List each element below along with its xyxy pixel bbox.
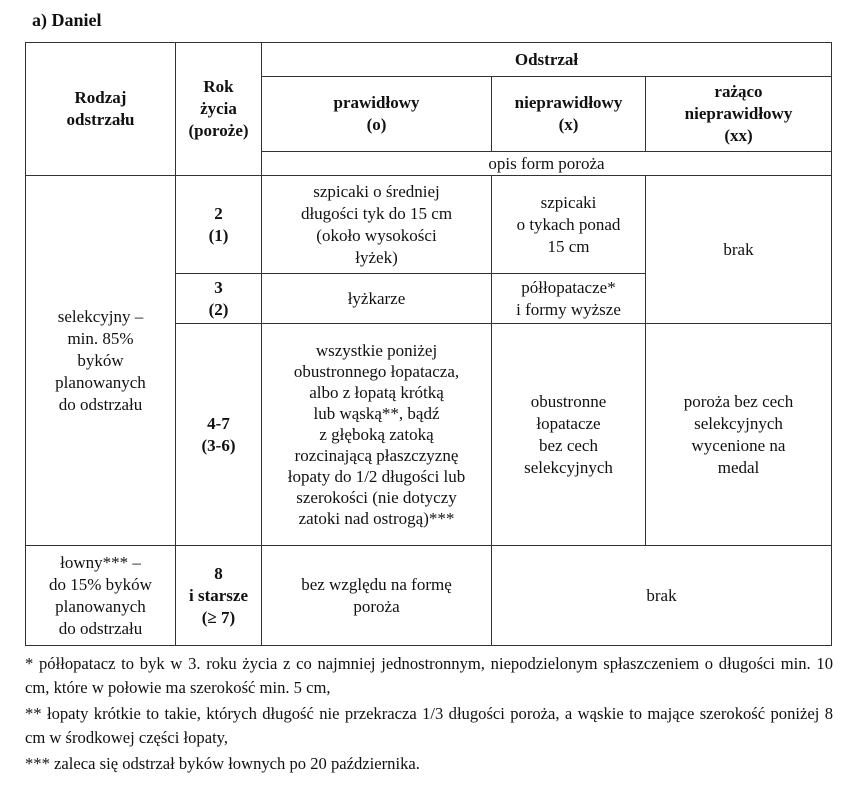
rok-3: 3 (2) (176, 274, 262, 324)
r1-razaco: brak (646, 176, 832, 324)
header-rok: Rok życia (poroże) (176, 43, 262, 176)
footnote-2: ** łopaty krótkie to takie, których długość nie przekracza 1/3 długości poroża, a wąskie to mające szerokość poniżej 8 cm w środkowej części łopaty, (25, 704, 833, 747)
r1-prawidlowy: szpicaki o średniej długości tyk do 15 cm (około wysokości łyżek) (262, 176, 492, 274)
rodzaj-lowny: łowny*** – do 15% byków planowanych do odstrzału (26, 546, 176, 646)
r2-prawidlowy: łyżkarze (262, 274, 492, 324)
header-nieprawidlowy: nieprawidłowy (x) (492, 77, 646, 152)
header-rodzaj: Rodzaj odstrzału (26, 43, 176, 176)
header-opis: opis form poroża (262, 152, 832, 176)
rodzaj-selekcyjny: selekcyjny – min. 85% byków planowanych do odstrzału (26, 176, 176, 546)
r3-razaco: poroża bez cech selekcyjnych wycenione na medal (646, 324, 832, 546)
footnote-1: * półłopatacz to byk w 3. roku życia z co najmniej jednostronnym, niepodzielonym spłaszczeniem o długości min. 10 cm, które w połowie ma szerokość min. 5 cm, (25, 654, 833, 697)
rok-2: 2 (1) (176, 176, 262, 274)
r4-brak: brak (492, 546, 832, 646)
r1-nieprawidlowy: szpicaki o tykach ponad 15 cm (492, 176, 646, 274)
culling-table (25, 42, 832, 646)
header-prawidlowy: prawidłowy (o) (262, 77, 492, 152)
r3-prawidlowy: wszystkie poniżej obustronnego łopatacza, albo z łopatą krótką lub wąską**, bądź z głęboką zatoką rozcinającą płaszczyznę łopaty do 1/2 długości lub szerokości (nie dotyczy zatoki nad ostrogą)*** (262, 324, 492, 546)
r3-nieprawidlowy: obustronne łopatacze bez cech selekcyjnych (492, 324, 646, 546)
rok-4-7: 4-7 (3-6) (176, 324, 262, 546)
rok-8-starsze: 8 i starsze (≥ 7) (176, 546, 262, 646)
footnote-3: *** zaleca się odstrzał byków łownych po 20 października. (25, 754, 420, 773)
r4-prawidlowy: bez względu na formę poroża (262, 546, 492, 646)
r2-nieprawidlowy: półłopatacze* i formy wyższe (492, 274, 646, 324)
header-odstrzal: Odstrzał (262, 43, 832, 77)
header-razaco: rażąco nieprawidłowy (xx) (646, 77, 832, 152)
section-heading: a) Daniel (32, 10, 102, 30)
